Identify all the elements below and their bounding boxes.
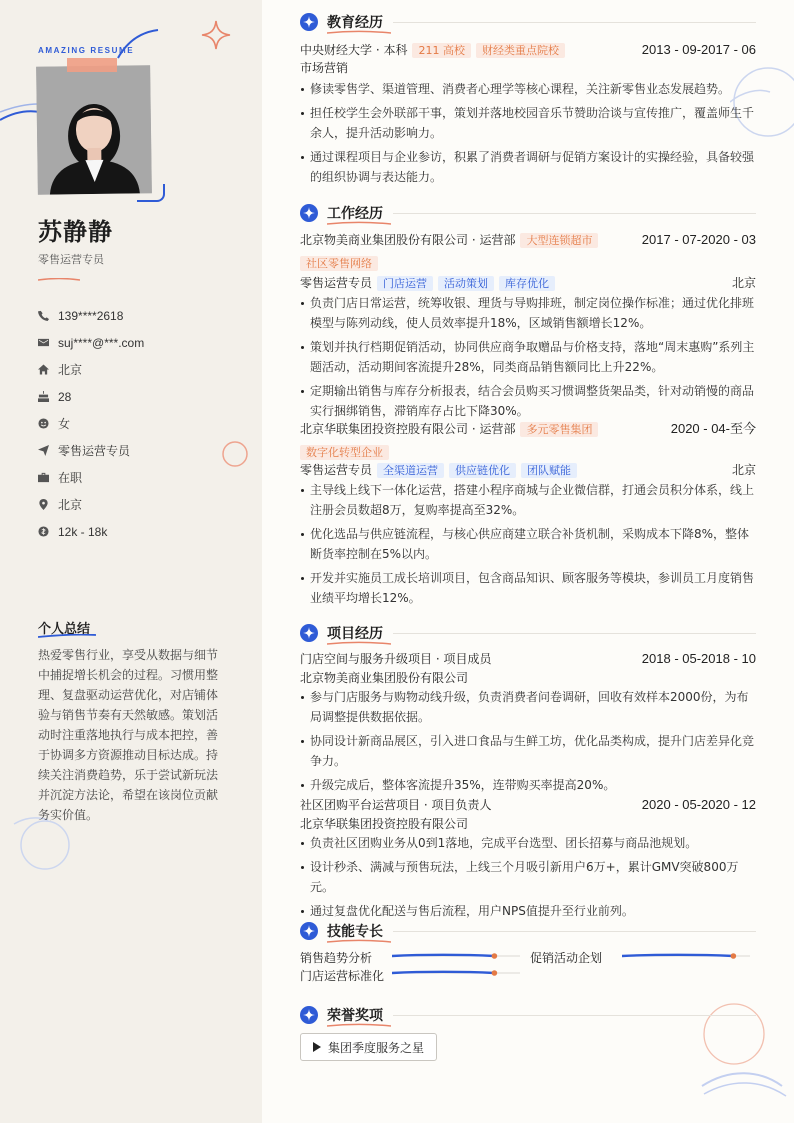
- company-name: 北京物美商业集团股份有限公司 · 运营部: [300, 233, 516, 247]
- contact-target-role: [38, 437, 144, 464]
- contact-value: 在职: [58, 471, 83, 485]
- skill-tag: 供应链优化: [449, 463, 516, 478]
- list-item: 主导线上线下一体化运营，搭建小程序商城与企业微信群，打通会员积分体系，线上注册会员数超8万，复购率提高至32%。: [300, 480, 756, 520]
- contact-salary: [38, 518, 144, 545]
- school-tag: 财经类重点院校: [476, 43, 565, 58]
- location-pin-icon: [38, 499, 58, 510]
- skill-tag: 库存优化: [499, 276, 555, 291]
- mail-icon: [38, 337, 58, 348]
- skill-level-marker: [492, 970, 498, 976]
- job-header-row: [300, 230, 756, 250]
- contact-status: [38, 464, 144, 491]
- photo-tape: [67, 58, 117, 72]
- send-icon: [38, 445, 58, 456]
- section-rule: [393, 931, 756, 932]
- section-header: [300, 10, 756, 34]
- job-period: 2020 - 04-至今: [670, 421, 756, 436]
- project-org: 北京物美商业集团股份有限公司: [300, 671, 469, 685]
- skill-name: 促销活动企划: [530, 951, 603, 965]
- gender-icon: [38, 418, 58, 429]
- job-entry: [300, 419, 756, 608]
- job-header-row: [300, 419, 756, 439]
- section-skills: [300, 919, 756, 989]
- section-underline: [327, 641, 391, 645]
- sparkle-icon: [300, 204, 318, 222]
- person-role: 零售运营专员: [38, 253, 104, 266]
- phone-icon: [38, 310, 58, 321]
- summary-text: 热爱零售行业，享受从数据与细节中捕捉增长机会的过程。习惯用整理、复盘驱动运营优化，对店铺体验与销售节奏有天然敏感。策划活动时注重落地执行与成本把控，善于协调多方资源推动目标达成。持续关注消费趋势，乐于尝试新玩法并沉淀方法论，希望在该岗位贡献务实价值。: [38, 648, 219, 822]
- contact-value: suj****@***.com: [58, 335, 145, 350]
- sparkle-icon: [300, 922, 318, 940]
- company-tag: 社区零售网络: [300, 256, 378, 271]
- list-item: 修读零售学、渠道管理、消费者心理学等核心课程，关注新零售业态发展趋势。: [300, 79, 756, 99]
- project-bullets: [300, 833, 756, 921]
- list-item: 策划并执行档期促销活动，协同供应商争取赠品与价格支持，落地“周末惠购”系列主题活动，活动期间客流提升28%，同类商品销售额同比上升22%。: [300, 337, 756, 377]
- section-header: [300, 621, 756, 645]
- company-name: 北京华联集团投资控股有限公司 · 运营部: [300, 422, 516, 436]
- sparkle-icon: [300, 1006, 318, 1024]
- job-bullets: [300, 480, 756, 608]
- contact-email: [38, 329, 144, 356]
- job-entry: [300, 230, 756, 421]
- company-tag: 大型连锁超市: [520, 233, 598, 248]
- section-header: [300, 919, 756, 943]
- project-org: 北京华联集团投资控股有限公司: [300, 817, 469, 831]
- skill-level-bar: [392, 953, 520, 959]
- brand-text: AMAZING RESUME: [38, 46, 135, 55]
- education-period: 2013 - 09-2017 - 06: [641, 42, 756, 57]
- section-title: 技能专长: [327, 924, 383, 940]
- contact-age: [38, 383, 144, 410]
- section-awards: [300, 1003, 756, 1061]
- skill-tag: 活动策划: [438, 276, 494, 291]
- position-row: [300, 273, 756, 293]
- section-underline: [327, 1023, 391, 1027]
- school-tag: 211 高校: [412, 43, 471, 58]
- contact-value: 女: [58, 417, 71, 431]
- education-bullets: [300, 79, 756, 187]
- section-underline: [327, 30, 391, 34]
- list-item: 担任校学生会外联部干事，策划并落地校园音乐节赞助洽谈与宣传推广，覆盖师生千余人，提升活动影响力。: [300, 103, 756, 143]
- skill-tag: 团队赋能: [521, 463, 577, 478]
- section-header: [300, 201, 756, 225]
- skill-level-marker: [731, 953, 737, 959]
- decorative-circle-icon: [220, 440, 250, 470]
- section-education: [300, 10, 756, 191]
- section-rule: [393, 213, 756, 214]
- skill-name: 门店运营标准化: [300, 969, 385, 983]
- contact-value: 28: [58, 389, 72, 404]
- list-item: 定期输出销售与库存分析报表，结合会员购买习惯调整货架品类，针对动销慢的商品实行捆绑销售，滞销库存占比下降30%。: [300, 381, 756, 421]
- school-name: 中央财经大学 · 本科: [300, 43, 408, 57]
- sparkle-icon: [300, 624, 318, 642]
- project-header-row: [300, 649, 756, 669]
- skill-level-marker: [492, 953, 498, 959]
- list-item: 协同设计新商品展区，引入进口食品与生鲜工坊，优化品类构成，提升门店差异化竞争力。: [300, 731, 756, 771]
- list-item: 升级完成后，整体客流提升35%，连带购买率提高20%。: [300, 775, 756, 795]
- section-rule: [393, 22, 756, 23]
- skill-level-bar: [622, 953, 750, 959]
- section-underline: [327, 939, 391, 943]
- list-item: 设计秒杀、满减与预售玩法，上线三个月吸引新用户6万+，累计GMV突破800万元。: [300, 857, 756, 897]
- sidebar: [0, 0, 262, 1123]
- profile-photo-frame: [37, 66, 151, 194]
- job-city: 北京: [731, 276, 756, 290]
- skill-fill: [392, 955, 494, 956]
- list-item: 通过课程项目与企业参访，积累了消费者调研与促销方案设计的实操经验，具备较强的组织协调与表达能力。: [300, 147, 756, 187]
- project-name: 门店空间与服务升级项目 · 项目成员: [300, 652, 492, 666]
- position-title: 零售运营专员: [300, 276, 373, 290]
- section-rule: [393, 633, 756, 634]
- project-header-row: [300, 795, 756, 815]
- section-projects: [300, 621, 756, 925]
- summary-title: 个人总结: [38, 622, 91, 637]
- contact-value: 北京: [58, 363, 83, 377]
- job-bullets: [300, 293, 756, 421]
- skill-level-bar: [392, 970, 520, 976]
- section-underline: [327, 221, 391, 225]
- section-title: 项目经历: [327, 626, 383, 642]
- section-title: 工作经历: [327, 206, 383, 222]
- skill-tag: 全渠道运营: [377, 463, 444, 478]
- list-item: 优化选品与供应链流程，与核心供应商建立联合补货机制，采购成本下降8%，整体断货率控制在5%以内。: [300, 524, 756, 564]
- project-bullets: [300, 687, 756, 795]
- contact-list: [38, 302, 144, 545]
- position-title: 零售运营专员: [300, 463, 373, 477]
- list-item: 通过复盘优化配送与售后流程，用户NPS值提升至行业前列。: [300, 901, 756, 921]
- home-icon: [38, 364, 58, 375]
- skill-fill: [622, 955, 733, 956]
- list-item: 负责门店日常运营，统筹收银、理货与导购排班，制定岗位操作标准；通过优化排班模型与陈列动线，使人员效率提升18%，区域销售额增长12%。: [300, 293, 756, 333]
- skill-fill: [392, 972, 494, 973]
- sparkle-icon: [201, 20, 231, 50]
- company-tag: 数字化转型企业: [300, 445, 389, 460]
- contact-location: [38, 491, 144, 518]
- section-work: [300, 201, 756, 612]
- project-period: 2020 - 05-2020 - 12: [641, 797, 756, 812]
- skill-tag: 门店运营: [377, 276, 433, 291]
- award-label: 集团季度服务之星: [328, 1040, 425, 1055]
- photo-bracket: [137, 184, 165, 202]
- section-header: [300, 1003, 756, 1027]
- position-row: [300, 460, 756, 480]
- job-city: 北京: [731, 463, 756, 477]
- profile-photo: [36, 65, 152, 195]
- role-underline: [38, 278, 80, 281]
- list-item: 开发并实施员工成长培训项目，包含商品知识、顾客服务等模块，参训员工月度销售业绩平均增长12%。: [300, 568, 756, 608]
- contact-value: 139****2618: [58, 308, 124, 323]
- section-rule: [393, 1015, 756, 1016]
- salary-icon: [38, 526, 58, 537]
- briefcase-icon: [38, 472, 58, 483]
- skill-name: 销售趋势分析: [300, 951, 373, 965]
- sparkle-icon: [300, 13, 318, 31]
- company-tag: 多元零售集团: [520, 422, 598, 437]
- job-period: 2017 - 07-2020 - 03: [641, 232, 756, 247]
- project-entry: [300, 649, 756, 795]
- education-header-row: [300, 40, 756, 60]
- contact-value: 12k - 18k: [58, 524, 108, 539]
- project-period: 2018 - 05-2018 - 10: [641, 651, 756, 666]
- education-major: 市场营销: [300, 61, 349, 75]
- cake-icon: [38, 391, 58, 402]
- summary-underline: [38, 634, 96, 638]
- play-triangle-icon: [313, 1042, 321, 1052]
- skills-list: [300, 949, 756, 989]
- award-badge: [300, 1033, 437, 1061]
- contact-home: [38, 356, 144, 383]
- section-title: 教育经历: [327, 15, 383, 31]
- person-name: 苏静静: [38, 218, 113, 246]
- contact-phone: [38, 302, 144, 329]
- list-item: 参与门店服务与购物动线升级，负责消费者问卷调研，回收有效样本2000份，为布局调整提供数据依据。: [300, 687, 756, 727]
- contact-value: 北京: [58, 498, 83, 512]
- project-name: 社区团购平台运营项目 · 项目负责人: [300, 798, 492, 812]
- list-item: 负责社区团购业务从0到1落地，完成平台选型、团长招募与商品池规划。: [300, 833, 756, 853]
- section-title: 荣誉奖项: [327, 1008, 383, 1024]
- contact-gender: [38, 410, 144, 437]
- project-entry: [300, 795, 756, 921]
- contact-value: 零售运营专员: [58, 444, 131, 458]
